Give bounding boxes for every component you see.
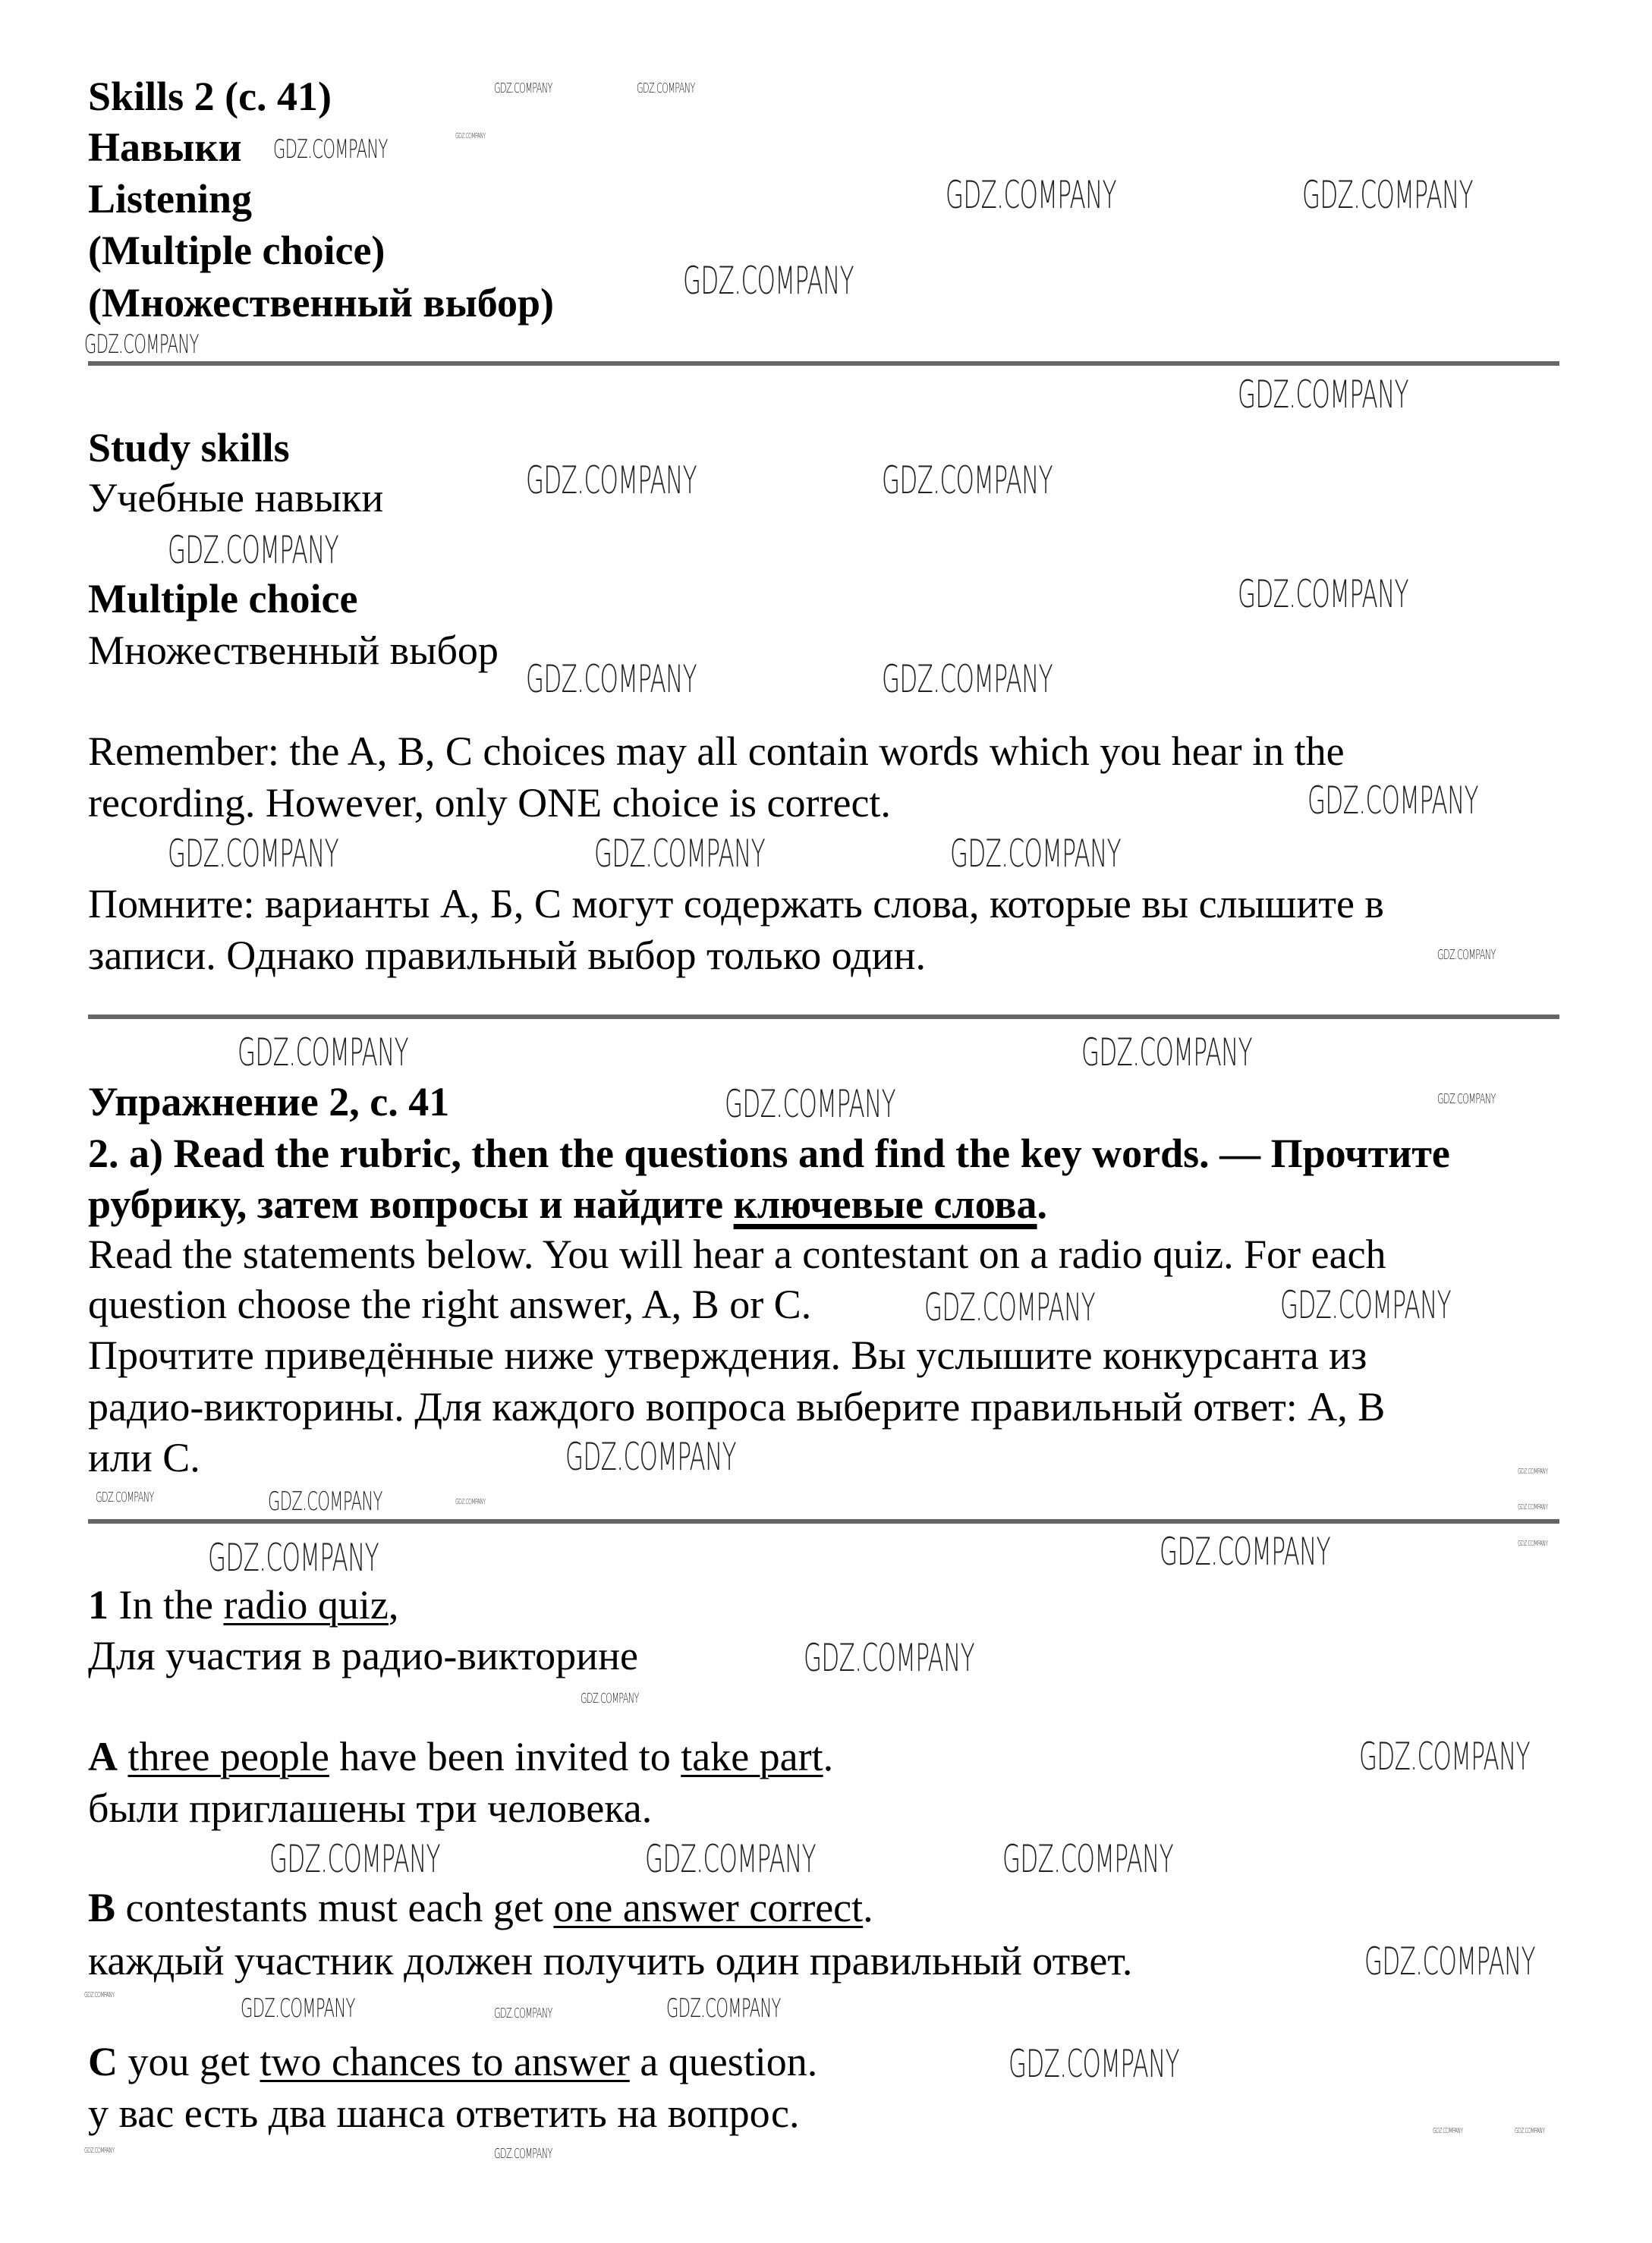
watermark-text: GDZ.COMPANY: [208, 1536, 379, 1580]
watermark-text: GDZ.COMPANY: [168, 528, 339, 572]
key-word: radio quiz: [223, 1582, 389, 1628]
watermark-text: GDZ.COMPANY: [84, 329, 199, 360]
watermark-text: GDZ.COMPANY: [168, 832, 339, 876]
watermark-text: GDZ.COMPANY: [1238, 572, 1409, 616]
question-stem-ru: Для участия в радио-викторине: [88, 1633, 638, 1678]
watermark-text: GDZ.COMPANY: [1238, 373, 1409, 417]
option-b: [88, 1883, 873, 1933]
option-a: [88, 1732, 833, 1782]
watermark-text: GDZ.COMPANY: [1515, 2127, 1545, 2135]
rubric-text: Read the statements below. You will hear a contestant on a radio quiz. For each: [88, 1232, 1386, 1277]
section-title: Listening: [88, 176, 253, 222]
option-text: a question.: [629, 2039, 818, 2084]
key-word: three people: [127, 1734, 329, 1779]
option-b-ru: каждый участник должен получить один правильный ответ.: [88, 1938, 1133, 1983]
watermark-text: GDZ.COMPANY: [1307, 779, 1479, 823]
task-text: рубрику, затем вопросы и найдите: [88, 1181, 734, 1227]
option-text: [118, 1734, 128, 1779]
watermark-text: GDZ.COMPANY: [1437, 1091, 1496, 1107]
watermark-text: GDZ.COMPANY: [581, 1691, 639, 1707]
subsection-title: (Multiple choice): [88, 228, 385, 273]
option-text: .: [823, 1734, 834, 1779]
watermark-text: GDZ.COMPANY: [494, 2005, 552, 2021]
watermark-text: GDZ.COMPANY: [1433, 2127, 1463, 2135]
watermark-text: GDZ.COMPANY: [1364, 1939, 1536, 1983]
watermark-text: GDZ.COMPANY: [273, 134, 388, 165]
watermark-text: GDZ.COMPANY: [725, 1082, 896, 1126]
rubric-text-ru: радио-викторины. Для каждого вопроса выберите правильный ответ: А, В: [88, 1384, 1386, 1430]
watermark-text: GDZ.COMPANY: [666, 1993, 781, 2024]
subsection-title-ru: (Множественный выбор): [88, 280, 555, 326]
rubric-text: question choose the right answer, A, B or C.: [88, 1282, 812, 1327]
watermark-text: GDZ.COMPANY: [84, 1991, 115, 1999]
option-letter: B: [88, 1885, 116, 1930]
option-letter: A: [88, 1734, 118, 1779]
watermark-text: GDZ.COMPANY: [645, 1837, 817, 1881]
multiple-choice-heading: Multiple choice: [88, 576, 358, 621]
key-word: take part: [681, 1734, 823, 1779]
stem-text: ,: [388, 1582, 399, 1628]
watermark-text: GDZ.COMPANY: [1002, 1837, 1174, 1881]
watermark-text: GDZ.COMPANY: [1302, 173, 1474, 217]
watermark-text: GDZ.COMPANY: [455, 1498, 486, 1506]
option-a-ru: были приглашены три человека.: [88, 1785, 653, 1831]
watermark-text: GDZ.COMPANY: [84, 2147, 115, 2155]
study-skills-heading-ru: Учебные навыки: [88, 475, 384, 521]
option-text: contestants must each get: [115, 1885, 554, 1930]
watermark-text: GDZ.COMPANY: [637, 80, 695, 96]
watermark-text: GDZ.COMPANY: [269, 1837, 441, 1881]
option-letter: C: [88, 2039, 118, 2084]
exercise-task: 2. a) Read the rubric, then the questions and find the key words. — Прочтите: [88, 1131, 1450, 1176]
key-word: two chances to answer: [260, 2039, 630, 2084]
page-title: Skills 2 (c. 41): [88, 74, 332, 119]
option-text: you get: [118, 2039, 260, 2084]
divider: [88, 1015, 1559, 1019]
option-c-ru: у вас есть два шанса ответить на вопрос.: [88, 2090, 800, 2136]
watermark-text: GDZ.COMPANY: [1437, 947, 1496, 963]
watermark-text: GDZ.COMPANY: [1359, 1735, 1531, 1779]
page-title-ru: Навыки: [88, 124, 242, 170]
remember-text: recording. However, only ONE choice is correct.: [88, 780, 891, 826]
rubric-text-ru: или С.: [88, 1435, 200, 1480]
task-text: .: [1037, 1181, 1048, 1227]
remember-text: Remember: the A, B, C choices may all contain words which you hear in the: [88, 728, 1345, 774]
watermark-text: GDZ.COMPANY: [1280, 1283, 1452, 1327]
question-stem: [88, 1580, 398, 1631]
rubric-text-ru: Прочтите приведённые ниже утверждения. Вы услышите конкурсанта из: [88, 1332, 1367, 1378]
watermark-text: GDZ.COMPANY: [526, 657, 697, 701]
watermark-text: GDZ.COMPANY: [882, 657, 1053, 701]
stem-text: In the: [109, 1582, 224, 1628]
exercise-heading: Упражнение 2, с. 41: [88, 1079, 450, 1125]
key-words-underlined: ключевые слова: [733, 1181, 1037, 1227]
option-text: .: [863, 1885, 873, 1930]
watermark-text: GDZ.COMPANY: [924, 1285, 1096, 1329]
divider: [88, 361, 1559, 366]
key-word: one answer correct: [553, 1885, 864, 1930]
watermark-text: GDZ.COMPANY: [1518, 1503, 1548, 1512]
watermark-text: GDZ.COMPANY: [455, 132, 486, 140]
watermark-text: GDZ.COMPANY: [594, 832, 766, 876]
watermark-text: GDZ.COMPANY: [1160, 1530, 1331, 1574]
watermark-text: GDZ.COMPANY: [1518, 1540, 1548, 1548]
watermark-text: GDZ.COMPANY: [494, 80, 552, 96]
question-number: 1: [88, 1582, 109, 1628]
study-skills-heading: Study skills: [88, 425, 290, 470]
remember-text-ru: записи. Однако правильный выбор только один.: [88, 933, 926, 978]
watermark-text: GDZ.COMPANY: [238, 1030, 409, 1074]
remember-text-ru: Помните: варианты А, Б, С могут содержать слова, которые вы слышите в: [88, 881, 1384, 926]
watermark-text: GDZ.COMPANY: [268, 1486, 382, 1517]
watermark-text: GDZ.COMPANY: [565, 1435, 737, 1479]
multiple-choice-heading-ru: Множественный выбор: [88, 628, 499, 673]
watermark-text: GDZ.COMPANY: [241, 1993, 355, 2024]
watermark-text: GDZ.COMPANY: [946, 173, 1117, 217]
watermark-text: GDZ.COMPANY: [683, 259, 854, 303]
watermark-text: GDZ.COMPANY: [494, 2146, 552, 2162]
option-text: have been invited to: [329, 1734, 681, 1779]
watermark-text: GDZ.COMPANY: [882, 458, 1053, 502]
watermark-text: GDZ.COMPANY: [526, 458, 697, 502]
watermark-text: GDZ.COMPANY: [96, 1490, 154, 1505]
exercise-task: [88, 1179, 1047, 1230]
watermark-text: GDZ.COMPANY: [804, 1636, 975, 1680]
watermark-text: GDZ.COMPANY: [1518, 1468, 1548, 1476]
watermark-text: GDZ.COMPANY: [1081, 1030, 1253, 1074]
option-c: [88, 2037, 817, 2087]
watermark-text: GDZ.COMPANY: [950, 832, 1122, 876]
watermark-text: GDZ.COMPANY: [1009, 2042, 1180, 2086]
divider: [88, 1519, 1559, 1524]
